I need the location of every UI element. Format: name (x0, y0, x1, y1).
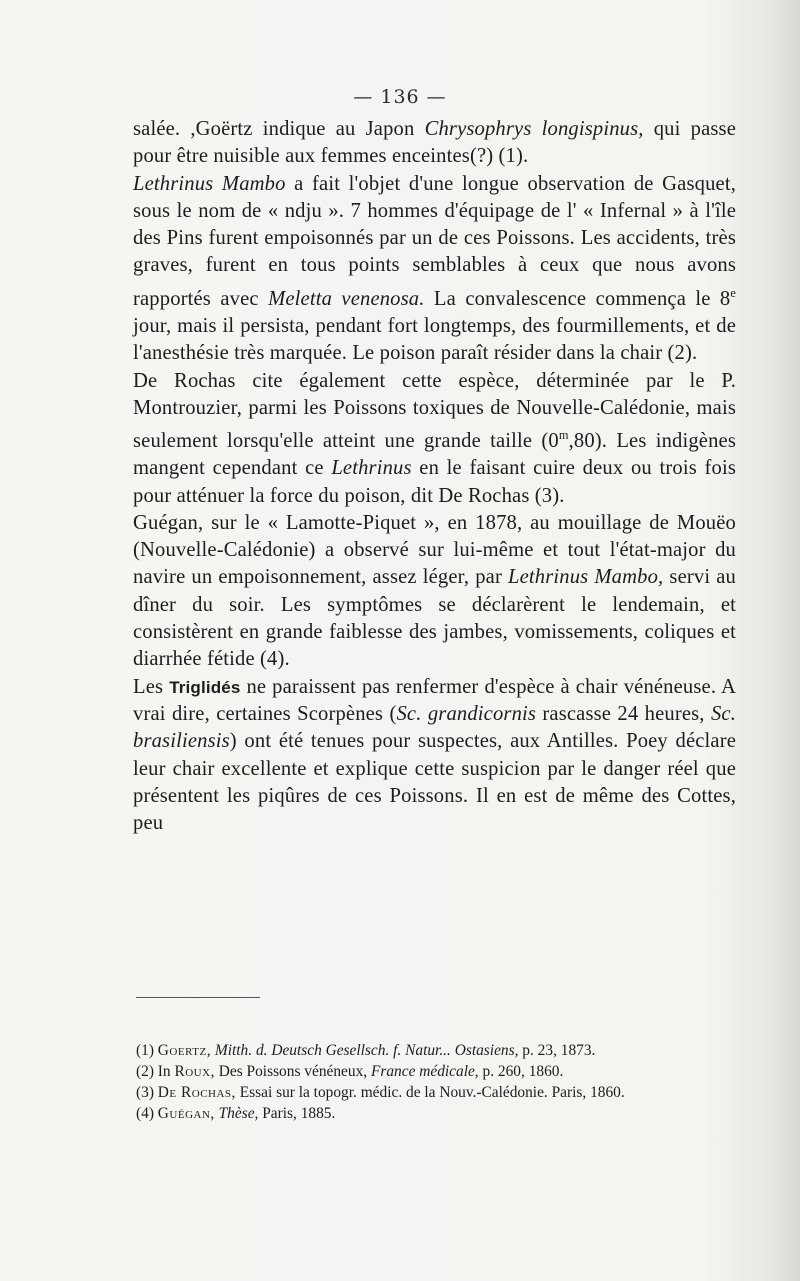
text-run: Guégan, sur le « Lamotte-Piquet », en 1878, au mouillage de Mouëo (Nouvelle-Calédonie) a observé sur lui-même et tout l'état-major du navire un empoisonnement, assez léger, par (133, 511, 736, 589)
italic-text: Lethrinus Mambo, (508, 566, 664, 589)
italic-text: Thèse, (218, 1105, 259, 1122)
italic-text: Mitth. d. Deutsch Gesellsch. f. Natur... Ostasiens, (214, 1042, 519, 1059)
superscript: e (730, 285, 737, 300)
italic-text: Sc. grandicornis (396, 702, 537, 725)
italic-text: Meletta venenosa. (268, 287, 425, 310)
text-run: p. 23, 1873. (518, 1042, 596, 1059)
paragraph-p3 (133, 368, 736, 510)
text-run: Paris, 1885. (258, 1105, 336, 1122)
italic-text: Sc. brasiliensis (133, 702, 736, 753)
main-text (133, 116, 736, 837)
text-run: (1) (136, 1042, 158, 1059)
text-run: en le faisant cuire deux ou trois fois pour atténuer la force du poison, dit De Rochas (3). (133, 457, 736, 507)
text-run: (2) In (136, 1063, 175, 1080)
paragraph-p2 (133, 171, 736, 368)
text-run: ) ont été tenues pour suspectes, aux Antilles. Poey déclare leur chair excellente et explique cette suspicion par le danger réel que présentent les piqûres de ces Poissons. Il en est de même des Cottes, peu (133, 730, 736, 835)
author-name: Guégan, (157, 1105, 215, 1122)
text-run: p. 260, 1860. (478, 1063, 564, 1080)
text-run: salée. ,Goërtz indique au Japon (133, 118, 425, 140)
text-run: Essai sur la topogr. médic. de la Nouv.-Calédonie. Paris, 1860. (235, 1084, 625, 1101)
footnote-1 (136, 1040, 746, 1061)
text-run: Des Poissons vénéneux, (214, 1063, 371, 1080)
footnote-3 (136, 1082, 746, 1103)
text-run: (4) (136, 1105, 158, 1122)
paragraph-p5 (133, 674, 736, 838)
text-run: La convalescence commença le 8 (424, 287, 731, 310)
paragraph-p1 (133, 116, 736, 171)
italic-text: Lethrinus (331, 457, 412, 480)
text-run: (3) (136, 1084, 158, 1101)
text-run: ne paraissent pas renfermer d'espèce à chair vénéneuse. A vrai dire, certaines Scorpènes ( (133, 675, 737, 725)
author-name: De Rochas, (157, 1084, 236, 1101)
footnote-2 (136, 1061, 746, 1082)
text-run: ,80). Les indigènes mangent cependant ce (133, 429, 736, 480)
text-run: Les (133, 675, 170, 698)
italic-text: Chrysophrys longispinus, (424, 118, 644, 140)
text-run: qui passe pour être nuisible aux femmes enceintes(?) (1). (133, 118, 737, 168)
author-name: Goertz, (157, 1042, 212, 1059)
family-name: Triglidés (169, 677, 241, 697)
text-run: a fait l'objet d'une longue observation de Gasquet, sous le nom de « ndju ». 7 hommes d'équipage de l' « Infernal » à l'île des Pins furent empoisonnés par un de ces Poissons. Les accidents, très graves, furent en tous points semblables à ceux que nous avons rapportés avec (133, 172, 736, 310)
italic-text: France médicale, (370, 1063, 479, 1080)
author-name: Roux, (174, 1063, 215, 1080)
italic-text: Lethrinus Mambo (133, 172, 286, 195)
superscript: m (558, 428, 569, 443)
paragraph-p4 (133, 510, 736, 674)
footnote-4 (136, 1103, 746, 1124)
footnote-separator (136, 997, 260, 998)
text-run: rascasse 24 heures, (536, 702, 711, 725)
text-run: jour, mais il persista, pendant fort longtemps, des fourmillements, et de l'anesthésie très marquée. Le poison paraît résider dans la chair (2). (133, 314, 736, 365)
footnotes (136, 1040, 746, 1124)
text-run: servi au dîner du soir. Les symptômes se déclarèrent le lendemain, et consistèrent en grande faiblesse des jambes, vomissements, coliques et diarrhée fétide (4). (133, 566, 736, 671)
page-number: — 136 — (353, 86, 447, 108)
text-run: De Rochas cite également cette espèce, déterminée par le P. Montrouzier, parmi les Poissons toxiques de Nouvelle-Calédonie, mais seulement lorsqu'elle atteint une grande taille (0 (133, 369, 736, 452)
